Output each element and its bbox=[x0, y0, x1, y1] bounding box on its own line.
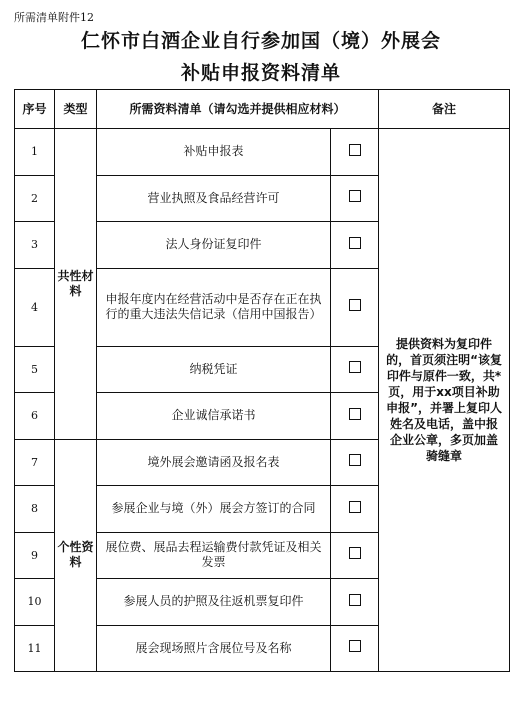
header-note: 备注 bbox=[379, 90, 510, 129]
checkbox[interactable] bbox=[331, 393, 379, 440]
checkbox[interactable] bbox=[331, 175, 379, 222]
materials-table bbox=[14, 89, 510, 672]
checkbox[interactable] bbox=[331, 439, 379, 486]
material-item: 企业诚信承诺书 bbox=[97, 393, 331, 440]
type-individual: 个性资料 bbox=[55, 439, 97, 672]
checkbox-square[interactable] bbox=[349, 408, 361, 420]
checkbox-square[interactable] bbox=[349, 299, 361, 311]
table-header-row bbox=[15, 90, 510, 129]
row-number: 7 bbox=[15, 439, 55, 486]
checkbox-square[interactable] bbox=[349, 144, 361, 156]
row-number: 1 bbox=[15, 129, 55, 176]
table-row bbox=[15, 129, 510, 176]
checkbox-square[interactable] bbox=[349, 501, 361, 513]
checkbox[interactable] bbox=[331, 346, 379, 393]
checkbox[interactable] bbox=[331, 625, 379, 672]
header-type: 类型 bbox=[55, 90, 97, 129]
material-item: 申报年度内在经营活动中是否存在正在执行的重大违法失信记录（信用中国报告） bbox=[97, 268, 331, 346]
material-item: 参展企业与境（外）展会方签订的合同 bbox=[97, 486, 331, 533]
attachment-label: 所需清单附件12 bbox=[14, 11, 94, 24]
material-item: 法人身份证复印件 bbox=[97, 222, 331, 269]
material-item: 参展人员的护照及往返机票复印件 bbox=[97, 579, 331, 626]
checkbox-square[interactable] bbox=[349, 454, 361, 466]
header-no: 序号 bbox=[15, 90, 55, 129]
material-item: 补贴申报表 bbox=[97, 129, 331, 176]
material-item: 纳税凭证 bbox=[97, 346, 331, 393]
checkbox-square[interactable] bbox=[349, 361, 361, 373]
checkbox-square[interactable] bbox=[349, 237, 361, 249]
material-item: 展位费、展品去程运输费付款凭证及相关发票 bbox=[97, 532, 331, 579]
checkbox[interactable] bbox=[331, 222, 379, 269]
material-item: 展会现场照片含展位号及名称 bbox=[97, 625, 331, 672]
header-materials: 所需资料清单（请勾选并提供相应材料） bbox=[97, 90, 379, 129]
row-number: 5 bbox=[15, 346, 55, 393]
page-title-line2: 补贴申报资料清单 bbox=[180, 62, 341, 84]
row-number: 4 bbox=[15, 268, 55, 346]
row-number: 2 bbox=[15, 175, 55, 222]
checkbox[interactable] bbox=[331, 268, 379, 346]
checkbox[interactable] bbox=[331, 579, 379, 626]
checkbox-square[interactable] bbox=[349, 190, 361, 202]
checkbox[interactable] bbox=[331, 532, 379, 579]
row-number: 3 bbox=[15, 222, 55, 269]
checkbox[interactable] bbox=[331, 486, 379, 533]
row-number: 6 bbox=[15, 393, 55, 440]
row-number: 10 bbox=[15, 579, 55, 626]
row-number: 9 bbox=[15, 532, 55, 579]
material-item: 营业执照及食品经营许可 bbox=[97, 175, 331, 222]
type-common: 共性材料 bbox=[55, 129, 97, 440]
row-number: 11 bbox=[15, 625, 55, 672]
note-text: 提供资料为复印件的，首页须注明“该复印件与原件一致，共*页，用于xx项目补助申报”，并署上复印人姓名及电话，盖中报企业公章，多页加盖骑缝章 bbox=[379, 129, 510, 672]
checkbox-square[interactable] bbox=[349, 547, 361, 559]
checkbox-square[interactable] bbox=[349, 640, 361, 652]
checkbox[interactable] bbox=[331, 129, 379, 176]
checkbox-square[interactable] bbox=[349, 594, 361, 606]
material-item: 境外展会邀请函及报名表 bbox=[97, 439, 331, 486]
row-number: 8 bbox=[15, 486, 55, 533]
page-title-line1: 仁怀市白酒企业自行参加国（境）外展会 bbox=[80, 30, 441, 52]
